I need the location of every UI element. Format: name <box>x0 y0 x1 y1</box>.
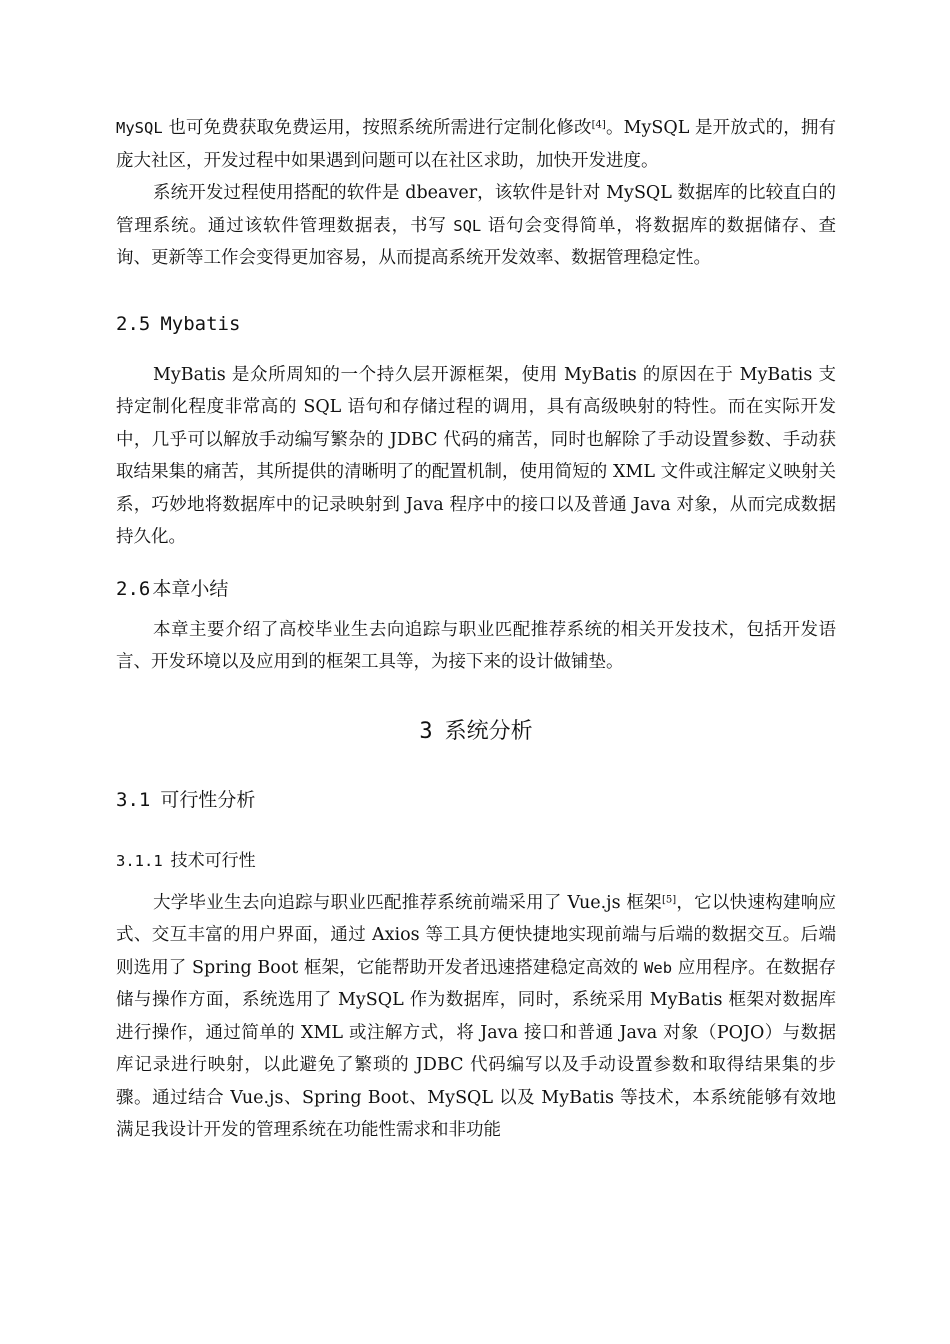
section-heading-2-5: 2.5 Mybatis <box>116 312 241 335</box>
paragraph-mybatis: MyBatis 是众所周知的一个持久层开源框架，使用 MyBatis 的原因在于 MyBatis 支持定制化程度非常高的 SQL 语句和存储过程的调用，具有高级映射的特性。而在实际开发中，几乎可以解放手动编写繁杂的 JDBC 代码的痛苦，同时也解除了手动设置参数、手动获取结果集的痛苦，其所提供的清晰明了的配置机制，使用简短的 XML 文件或注解定义映射关系，巧妙地将数据库中的记录映射到 Java 程序中的接口以及普通 Java 对象，从而完成数据持久化。 <box>116 364 836 547</box>
subsection-heading-3-1-1: 3.1.1 技术可行性 <box>116 850 256 871</box>
citation-5: [5] <box>661 894 677 905</box>
page-body <box>116 112 836 1147</box>
paragraph-technical-feasibility: 大学毕业生去向追踪与职业匹配推荐系统前端采用了 Vue.js 框架[5]，它以快速构建响应式、交互丰富的用户界面，通过 Axios 等工具方便快捷地实现前端与后端的数据交互。后端则选用了 Spring Boot 框架，它能帮助开发者迅速搭建稳定高效的 Web 应用程序。在数据存储与操作方面，系统选用了 MySQL 作为数据库，同时，系统采用 MyBatis 框架对数据库进行操作，通过简单的 XML 或注解方式，将 Java 接口和普通 Java 对象（POJO）与数据库记录进行映射，以此避免了繁琐的 JDBC 代码编写以及手动设置参数和取得结果集的步骤。通过结合 Vue.js、Spring Boot、MySQL 以及 MyBatis 等技术，本系统能够有效地满足我设计开发的管理系统在功能性需求和非功能 <box>116 892 837 1140</box>
chapter-heading-3: 3 系统分析 <box>419 718 533 744</box>
paragraph-mysql-community: MySQL 也可免费获取免费运用，按照系统所需进行定制化修改[4]。MySQL 是开放式的，拥有庞大社区，开发过程中如果遇到问题可以在社区求助，加快开发进度。 <box>116 118 836 171</box>
section-heading-3-1: 3.1 可行性分析 <box>116 788 256 811</box>
citation-4: [4] <box>591 119 606 131</box>
section-heading-2-6: 2.6 本章小结 <box>116 577 229 600</box>
paragraph-chapter-summary: 本章主要介绍了高校毕业生去向追踪与职业匹配推荐系统的相关开发技术，包括开发语言、开发环境以及应用到的框架工具等，为接下来的设计做铺垫。 <box>116 619 836 672</box>
paragraph-dbeaver: 系统开发过程使用搭配的软件是 dbeaver，该软件是针对 MySQL 数据库的比较直白的管理系统。通过该软件管理数据表，书写 SQL 语句会变得简单，将数据库的数据储存、查询、更新等工作会变得更加容易，从而提高系统开发效率、数据管理稳定性。 <box>116 183 836 268</box>
